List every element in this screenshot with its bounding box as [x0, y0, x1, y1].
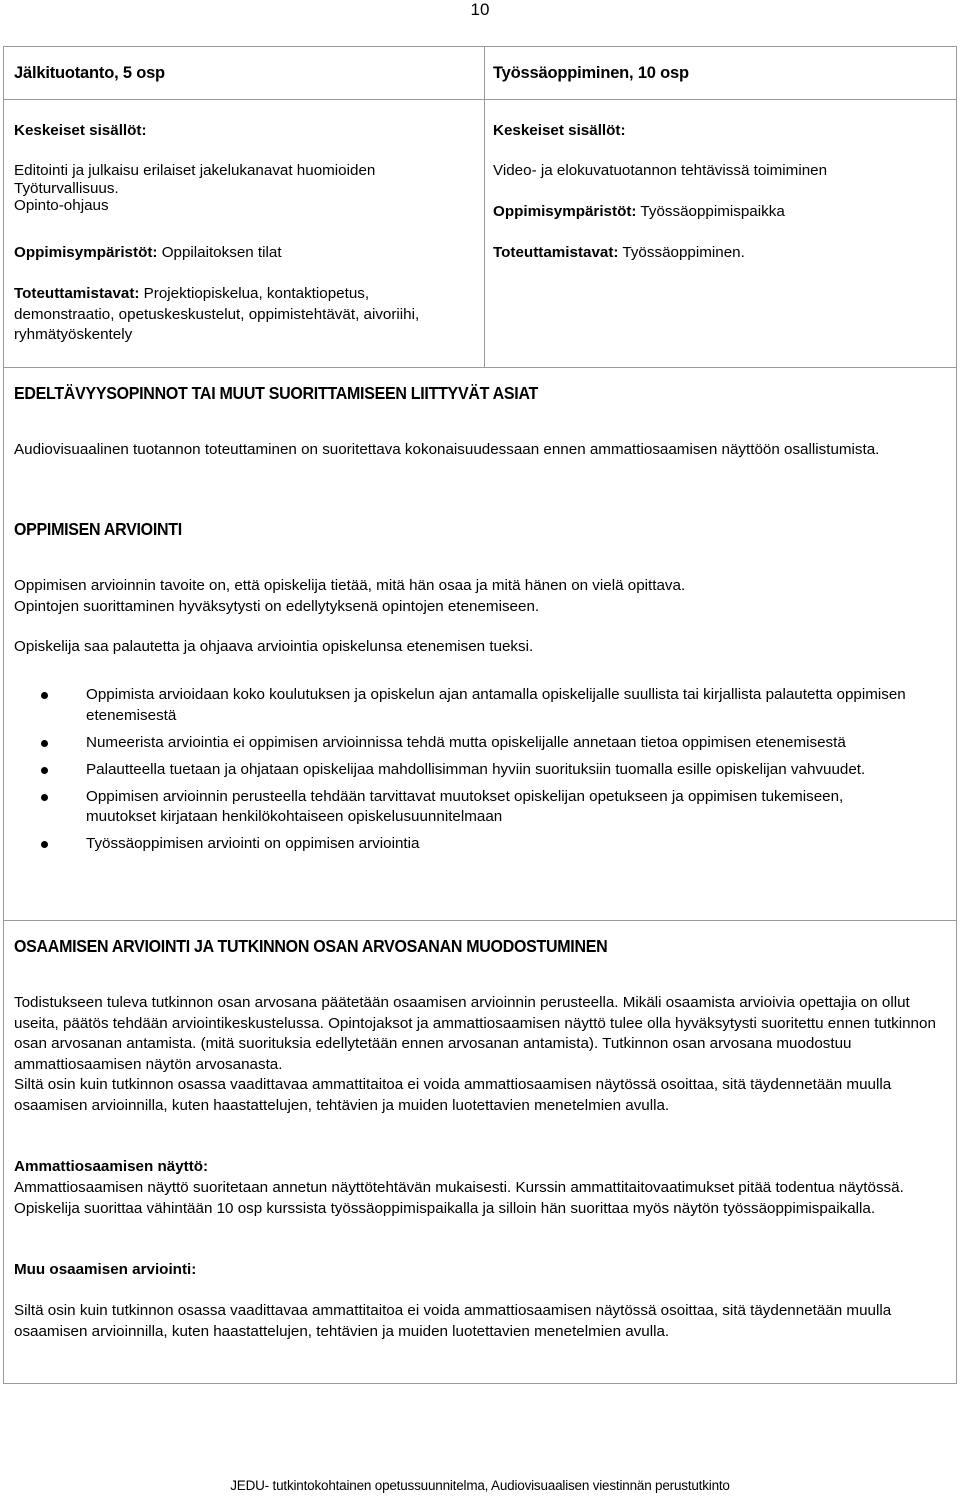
bullet-icon [41, 841, 48, 848]
edeltavyys-text: Audiovisuaalinen tuotannon toteuttaminen on suoritettava kokonaisuudessaan ennen ammattiosaamisen näyttöön osallistumista. [14, 441, 880, 458]
muu-text: Siltä osin kuin tutkinnon osassa vaadittavaa ammattitaitoa ei voida ammattiosaamisen näytössä osoittaa, sitä täydennetään muulla osaamisen arvioinnilla, kuten haastattelujen, tehtävien ja muiden luotettavien menetelmien avulla. [14, 1302, 892, 1340]
arviointi-intro [14, 576, 944, 658]
muu-label: Muu osaamisen arviointi: [14, 1261, 197, 1278]
naytto-label: Ammattiosaamisen näyttö: [14, 1158, 209, 1175]
list-item-text: Työssäoppimisen arviointi on oppimisen arviointia [86, 835, 420, 852]
right-keskeiset-label: Keskeiset sisällöt: [493, 122, 626, 139]
list-item [15, 685, 915, 726]
left-toteutus-value: Projektiopiskelua, kontaktiopetus, demonstraatio, opetuskeskustelut, oppimistehtävät, aivoriihi, ryhmätyöskentely [14, 285, 420, 343]
list-item-text: Oppimisen arvioinnin perusteella tehdään tarvittavat muutokset opiskelijan opetukseen ja oppimisen tukemiseen, muutokset kirjataan henkilökohtaiseen opiskelusuunnitelmaan [86, 787, 844, 825]
osaamisen-para1: Todistukseen tuleva tutkinnon osan arvosana päätetään osaamisen arvioinnin perusteella. Mikäli osaamista arvioivia opettajia on ollut useita, päätös tehdään arviointikeskustelussa. Opintojaksot ja ammattiosaamisen näyttö tulee olla hyväksytysti suoritettu ennen tutkinnon osan arvosanan antamista. (mitä suorituksia edellytetään ennen arvosanan antamista). Tutkinnon osan arvosana muodostuu ammattiosaamisen näytön arvosanasta. [14, 994, 936, 1073]
columns-bottom-divider [4, 367, 956, 368]
left-oppimis-label: Oppimisympäristöt: [14, 244, 158, 261]
left-content [14, 161, 474, 217]
left-column-title: Jälkituotanto, 5 osp [14, 64, 165, 82]
list-item [15, 733, 915, 754]
left-content-line: Työturvallisuus. [14, 179, 119, 197]
right-toteutus-label: Toteuttamistavat: [493, 244, 619, 261]
column-divider [484, 47, 485, 367]
right-toteutus [493, 243, 745, 264]
naytto-text: Ammattiosaamisen näyttö suoritetaan annetun näyttötehtävän mukaisesti. Kurssin ammattitaitovaatimukset pitää todentua näytössä. Opiskelija suorittaa vähintään 10 osp kurssista työssäoppimispaikalla ja silloin hän suorittaa myös näytön työssäoppimispaikalla. [14, 1179, 904, 1217]
page-number: 10 [470, 0, 490, 19]
assessment-divider [4, 920, 956, 921]
title-row-divider [4, 99, 956, 100]
list-item [15, 834, 915, 855]
left-oppimis [14, 243, 282, 264]
right-oppimis [493, 202, 785, 223]
right-content: Video- ja elokuvatuotannon tehtävissä toimiminen [493, 162, 828, 179]
left-toteutus [14, 284, 454, 346]
arviointi-line: Opintojen suorittaminen hyväksytysti on edellytyksenä opintojen etenemiseen. [14, 597, 540, 615]
bullet-icon [41, 767, 48, 774]
left-content-line: Editointi ja julkaisu erilaiset jakelukanavat huomioiden [14, 162, 376, 179]
arviointi-line: Opiskelija saa palautetta ja ohjaava arviointia opiskelunsa etenemisen tueksi. [14, 638, 534, 655]
list-item [15, 760, 915, 781]
list-item-text: Numeerista arviointia ei oppimisen arvioinnissa tehdä mutta opiskelijalle annetaan tietoa oppimisen etenemisestä [86, 733, 846, 751]
right-toteutus-value: Työssäoppiminen. [618, 244, 745, 261]
left-toteutus-label: Toteuttamistavat: [14, 285, 140, 302]
arviointi-heading: OPPIMISEN ARVIOINTI [14, 519, 182, 539]
list-item [15, 787, 915, 828]
list-item-text: Oppimista arvioidaan koko koulutuksen ja opiskelun ajan antamalla opiskelijalle suullista tai kirjallista palautetta oppimisen etenemisestä [86, 686, 906, 724]
osaamisen-para2: Siltä osin kuin tutkinnon osassa vaadittavaa ammattitaitoa ei voida ammattiosaamisen näytössä osoittaa, sitä täydennetään muulla osaamisen arvioinnilla, kuten haastattelujen, tehtävien ja muiden luotettavien menetelmien avulla. [14, 1076, 892, 1114]
right-oppimis-value: Työssäoppimispaikka [636, 203, 785, 220]
left-oppimis-value: Oppilaitoksen tilat [157, 244, 282, 261]
arviointi-line: Oppimisen arvioinnin tavoite on, että opiskelija tietää, mitä hän osaa ja mitä hänen on vielä opittava. [14, 577, 686, 594]
bullet-icon [41, 740, 48, 747]
left-keskeiset-label: Keskeiset sisällöt: [14, 122, 147, 139]
bullet-icon [41, 692, 48, 699]
list-item-text: Palautteella tuetaan ja ohjataan opiskelijaa mahdollisimman hyviin suorituksiin tuomalla esille opiskelijan vahvuudet. [86, 760, 866, 778]
arviointi-bullet-list [15, 685, 915, 861]
osaamisen-heading: OSAAMISEN ARVIOINTI JA TUTKINNON OSAN ARVOSANAN MUODOSTUMINEN [14, 936, 608, 956]
left-content-line: Opinto-ohjaus [14, 197, 109, 214]
edeltavyys-heading: EDELTÄVYYSOPINNOT TAI MUUT SUORITTAMISEEN LIITTYVÄT ASIAT [14, 383, 539, 403]
page-footer: JEDU- tutkintokohtainen opetussuunnitelma, Audiovisuaalisen viestinnän perustutkinto [230, 1478, 730, 1493]
right-oppimis-label: Oppimisympäristöt: [493, 203, 637, 220]
content-frame [3, 46, 957, 1384]
right-column-title: Työssäoppiminen, 10 osp [493, 64, 689, 82]
bullet-icon [41, 794, 48, 801]
